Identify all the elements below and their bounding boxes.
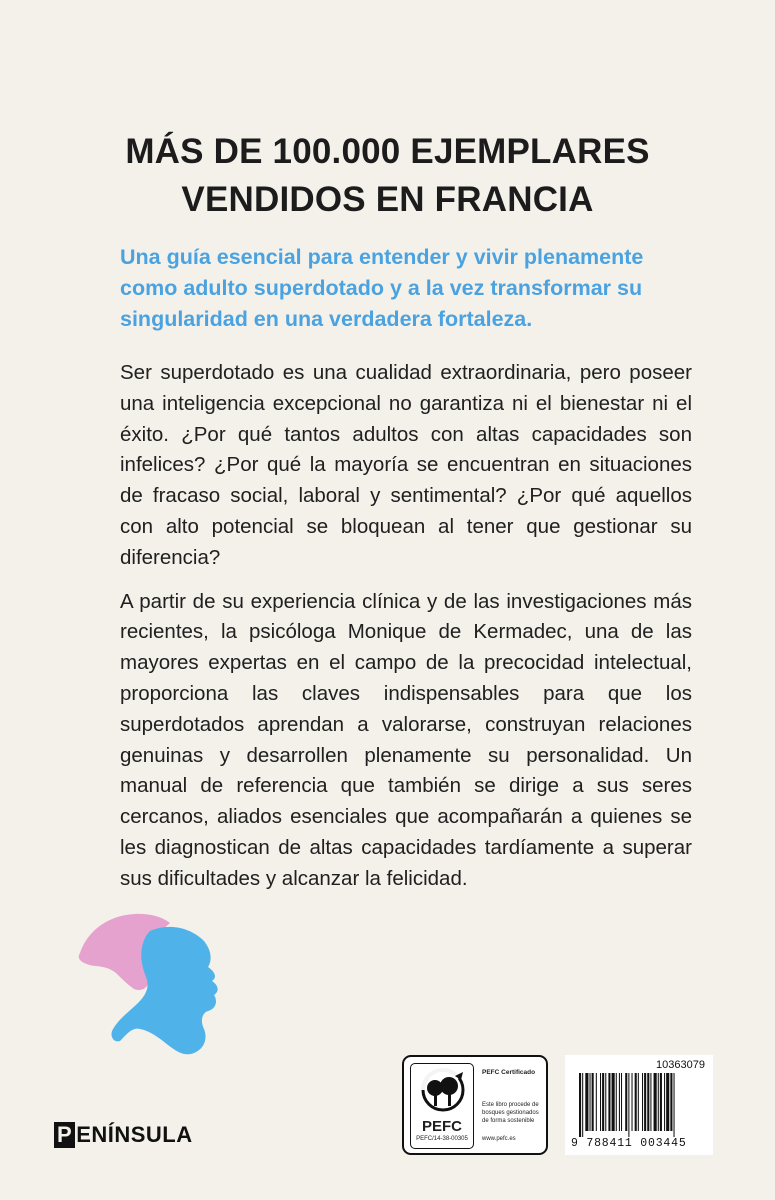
- barcode-bar: [612, 1073, 615, 1131]
- barcode-bar: [635, 1073, 637, 1131]
- isbn-barcode: [565, 1055, 713, 1155]
- barcode-bar: [621, 1073, 622, 1131]
- isbn-number: 9 788411 003445: [571, 1137, 687, 1150]
- barcode-bar: [590, 1073, 591, 1131]
- body-text: [120, 358, 692, 908]
- barcode-reference-number: 10363079: [656, 1059, 705, 1071]
- paragraph-2: A partir de su experiencia clínica y de las investigaciones más recientes, la psicóloga Monique de Kermadec, una de las mayores expertas en el campo de la precocidad intelectual, proporciona las claves indispensables para que los superdotados aprendan a valorarse, construyan relaciones genuinas y desarrollen plenamente su personalidad. Un manual de referencia que también se dirige a sus seres cercanos, aliados esenciales que acompañarán a quienes se les diagnostican de altas capacidades tardíamente a superar sus dificultades y alcanzar la felicidad.: [120, 589, 692, 890]
- lead-text: Una guía esencial para entender y vivir plenamente como adulto superdotado y a la vez transformar su singularidad en una verdadera fortaleza.: [120, 245, 644, 331]
- barcode-bar: [619, 1073, 620, 1131]
- barcode-bar: [664, 1073, 665, 1131]
- headline-line-1: MÁS DE 100.000 EJEMPLARES: [125, 132, 650, 171]
- barcode-bar: [647, 1073, 649, 1131]
- barcode-bar: [625, 1073, 627, 1131]
- barcode-bar: [585, 1073, 588, 1131]
- barcode-bar: [660, 1073, 662, 1131]
- publisher-logo: [54, 1122, 193, 1148]
- publisher-initial: P: [54, 1122, 75, 1148]
- pefc-website: www.pefc.es: [482, 1136, 516, 1142]
- barcode-bar: [666, 1073, 669, 1131]
- barcode-bar: [600, 1073, 601, 1131]
- barcode-bar: [644, 1073, 646, 1131]
- puzzle-heads-illustration: [72, 905, 232, 1065]
- pefc-certification-label: [402, 1055, 548, 1155]
- barcode-bar: [632, 1073, 633, 1131]
- barcode-bar: [638, 1073, 639, 1131]
- barcode-bar: [650, 1073, 651, 1131]
- barcode-bar: [608, 1073, 610, 1131]
- pefc-code: PEFC/14-38-00305: [416, 1136, 468, 1142]
- barcode-bar: [616, 1073, 617, 1131]
- headline: [0, 128, 775, 224]
- pefc-certified: PEFC Certificado: [482, 1069, 536, 1076]
- pefc-logo-text: PEFC: [421, 1118, 462, 1135]
- barcode-bar: [670, 1073, 672, 1131]
- paragraph-1: Ser superdotado es una cualidad extraordinaria, pero poseer una inteligencia excepcional no garantiza ni el bienestar ni el éxito. ¿Por qué tantos adultos con altas capacidades son infelices? ¿Por qué la mayoría se encuentran en situaciones de fracaso social, laboral y sentimental? ¿Por qué aquellos con alto potencial se bloquean al tener que gestionar su diferencia?: [120, 361, 692, 569]
- pefc-description: Este libro procede de bosques gestionados de forma sostenible: [482, 1102, 539, 1124]
- barcode-bar: [654, 1073, 657, 1131]
- publisher-name: ENÍNSULA: [76, 1122, 193, 1147]
- barcode-bar: [579, 1073, 581, 1137]
- barcode-bar: [674, 1073, 675, 1137]
- barcode-bar: [592, 1073, 594, 1131]
- barcode-bar: [602, 1073, 604, 1131]
- barcode-bar: [605, 1073, 606, 1131]
- headline-line-2: VENDIDOS EN FRANCIA: [181, 180, 594, 219]
- barcode-bars: [571, 1073, 709, 1137]
- barcode-bar: [642, 1073, 643, 1131]
- pefc-tree-icon: [411, 1066, 475, 1118]
- barcode-bar: [582, 1073, 583, 1137]
- barcode-bar: [596, 1073, 597, 1131]
- barcode-bar: [628, 1073, 629, 1137]
- barcode-bar: [658, 1073, 659, 1131]
